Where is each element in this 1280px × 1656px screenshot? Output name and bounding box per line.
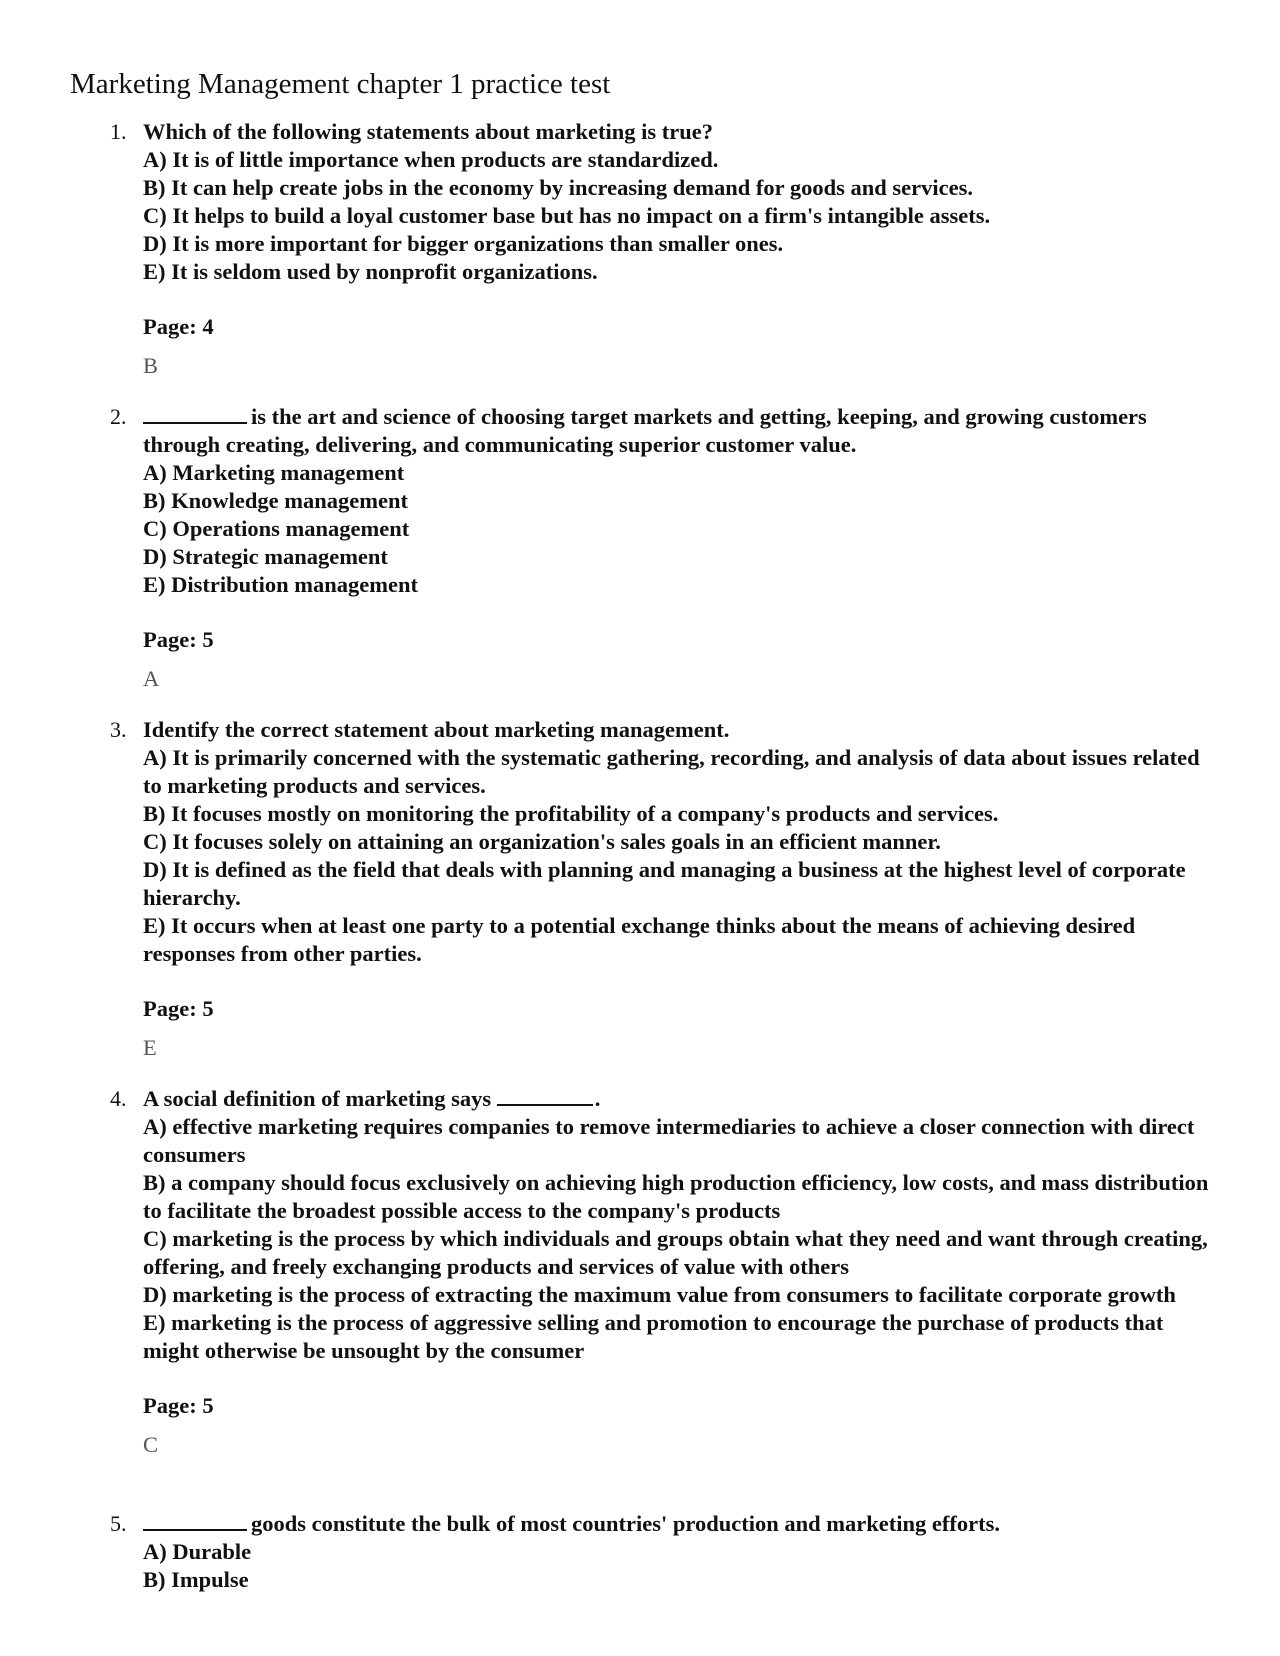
option-d: D) It is defined as the field that deals with planning and managing a business at the highest level of corporate hierarchy. xyxy=(143,857,1186,910)
option-a: A) It is primarily concerned with the systematic gathering, recording, and analysis of data about issues related to marketing products and services. xyxy=(143,745,1200,798)
option-b: B) Impulse xyxy=(143,1567,249,1592)
option-c: C) It focuses solely on attaining an organization's sales goals in an efficient manner. xyxy=(143,829,941,854)
question-number: 5. xyxy=(110,1511,127,1536)
answer-key: A xyxy=(143,666,160,691)
question-body xyxy=(143,1510,1213,1594)
question-body xyxy=(143,1085,1213,1459)
page-title: Marketing Management chapter 1 practice test xyxy=(70,68,611,100)
fill-in-blank xyxy=(497,1086,593,1106)
option-a: A) It is of little importance when products are standardized. xyxy=(143,147,719,172)
question-stem-text: goods constitute the bulk of most countries' production and marketing efforts. xyxy=(251,1511,1000,1536)
option-c: C) marketing is the process by which individuals and groups obtain what they need and want through creating, offering, and freely exchanging products and services of value with others xyxy=(143,1226,1208,1279)
fill-in-blank xyxy=(143,1511,247,1531)
option-e: E) marketing is the process of aggressive selling and promotion to encourage the purchase of products that might otherwise be unsought by the consumer xyxy=(143,1310,1164,1363)
question-stem xyxy=(143,1510,1213,1538)
question-number: 3. xyxy=(110,717,127,742)
option-e: E) It occurs when at least one party to a potential exchange thinks about the means of achieving desired responses from other parties. xyxy=(143,913,1136,966)
fill-in-blank xyxy=(143,404,247,424)
question-stem-text: is the art and science of choosing target markets and getting, keeping, and growing customers through creating, delivering, and communicating superior customer value. xyxy=(143,404,1147,457)
option-d: D) Strategic management xyxy=(143,544,388,569)
question-number: 1. xyxy=(110,119,127,144)
answer-key: C xyxy=(143,1432,159,1457)
option-a: A) Durable xyxy=(143,1539,252,1564)
option-a: A) effective marketing requires companies to remove intermediaries to achieve a closer connection with direct consumers xyxy=(143,1114,1195,1167)
question-body xyxy=(143,403,1213,693)
option-c: C) Operations management xyxy=(143,516,410,541)
page-reference: Page: 5 xyxy=(143,1393,214,1418)
question-body xyxy=(143,118,1213,380)
option-a: A) Marketing management xyxy=(143,460,405,485)
option-b: B) It can help create jobs in the economy by increasing demand for goods and services. xyxy=(143,175,973,200)
option-d: D) marketing is the process of extracting the maximum value from consumers to facilitate corporate growth xyxy=(143,1282,1176,1307)
page-reference: Page: 5 xyxy=(143,996,214,1021)
question-stem xyxy=(143,1085,1213,1113)
question-stem-end: . xyxy=(594,1086,601,1111)
option-b: B) It focuses mostly on monitoring the profitability of a company's products and services. xyxy=(143,801,999,826)
option-e: E) It is seldom used by nonprofit organizations. xyxy=(143,259,598,284)
page-reference: Page: 5 xyxy=(143,627,214,652)
question-number: 4. xyxy=(110,1086,127,1111)
question-stem xyxy=(143,403,1213,459)
page-reference: Page: 4 xyxy=(143,314,214,339)
question-stem: Identify the correct statement about marketing management. xyxy=(143,717,730,742)
option-b: B) Knowledge management xyxy=(143,488,408,513)
question-number: 2. xyxy=(110,404,127,429)
answer-key: E xyxy=(143,1035,157,1060)
option-b: B) a company should focus exclusively on achieving high production efficiency, low costs, and mass distribution to facilitate the broadest possible access to the company's products xyxy=(143,1170,1209,1223)
option-d: D) It is more important for bigger organizations than smaller ones. xyxy=(143,231,784,256)
question-body xyxy=(143,716,1213,1062)
option-e: E) Distribution management xyxy=(143,572,418,597)
question-stem-text: A social definition of marketing says xyxy=(143,1086,492,1111)
answer-key: B xyxy=(143,353,159,378)
option-c: C) It helps to build a loyal customer base but has no impact on a firm's intangible assets. xyxy=(143,203,991,228)
question-stem: Which of the following statements about marketing is true? xyxy=(143,119,713,144)
